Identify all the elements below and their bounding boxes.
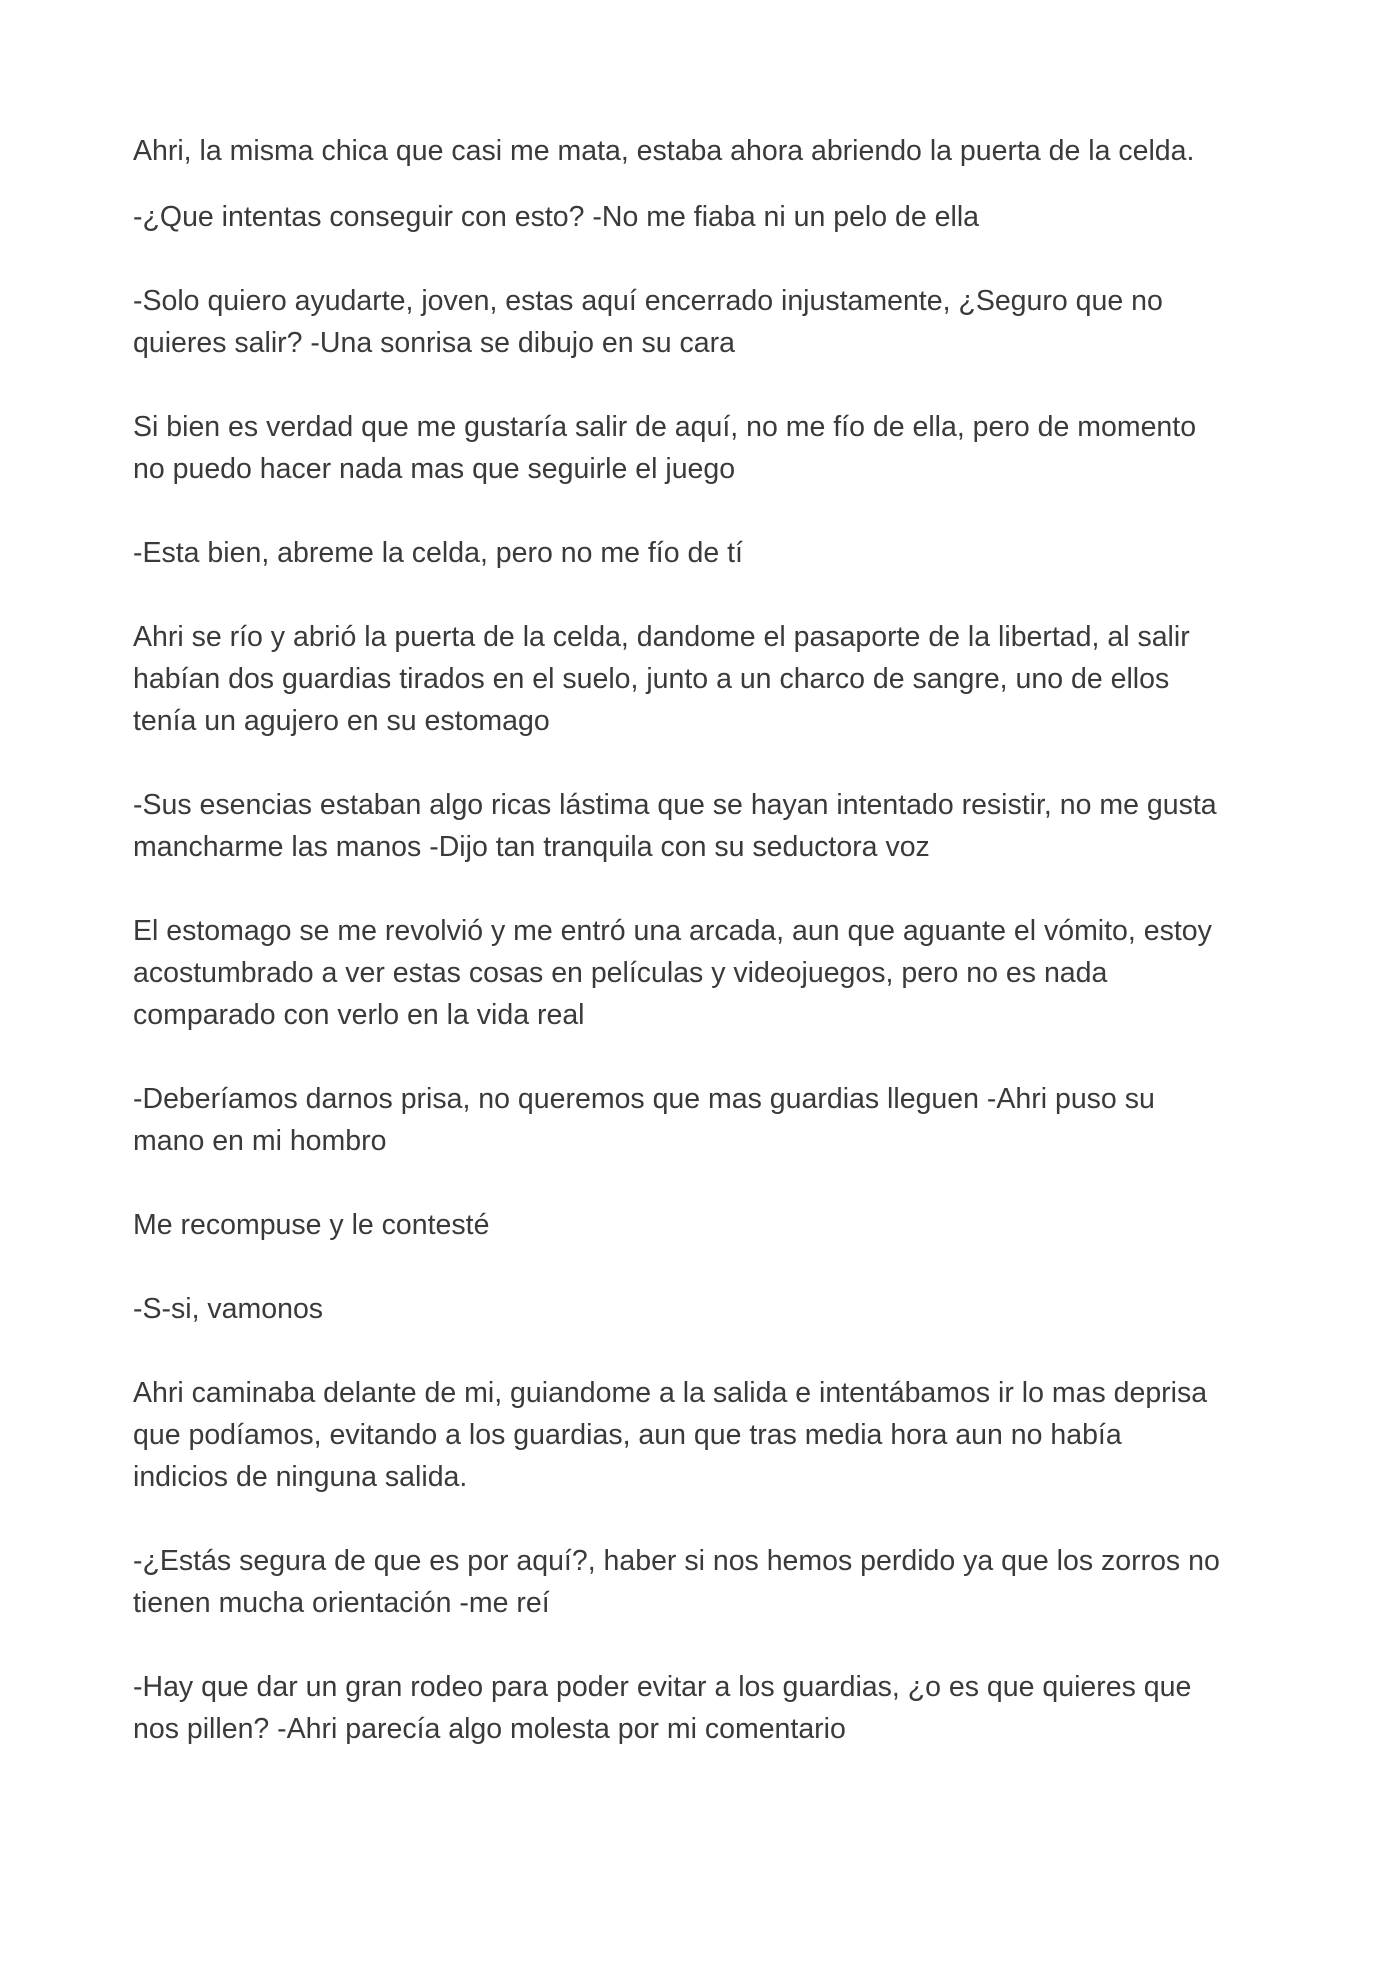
paragraph-line: indicios de ninguna salida. [133,1461,468,1493]
paragraph-2 [133,196,1273,238]
paragraph-line: -¿Estás segura de que es por aquí?, haber si nos hemos perdido ya que los zorros no [133,1545,1220,1577]
paragraph-line: Ahri se río y abrió la puerta de la celda, dandome el pasaporte de la libertad, al salir [133,621,1190,653]
paragraph-line: que podíamos, evitando a los guardias, aun que tras media hora aun no había [133,1419,1122,1451]
paragraph-line: acostumbrado a ver estas cosas en películas y videojuegos, pero no es nada [133,957,1108,989]
paragraph-line: nos pillen? -Ahri parecía algo molesta por mi comentario [133,1713,846,1745]
paragraph-8 [133,910,1273,1036]
paragraph-line: no puedo hacer nada mas que seguirle el juego [133,453,736,485]
paragraph-11 [133,1288,1273,1330]
paragraph-line: Ahri, la misma chica que casi me mata, estaba ahora abriendo la puerta de la celda. [133,135,1195,167]
paragraph-5 [133,532,1273,574]
paragraph-line: mancharme las manos -Dijo tan tranquila con su seductora voz [133,831,930,863]
paragraph-line: -Hay que dar un gran rodeo para poder evitar a los guardias, ¿o es que quieres que [133,1671,1192,1703]
paragraph-line: quieres salir? -Una sonrisa se dibujo en su cara [133,327,735,359]
paragraph-line: tienen mucha orientación -me reí [133,1587,550,1619]
paragraph-12 [133,1372,1273,1498]
paragraph-line: -¿Que intentas conseguir con esto? -No me fiaba ni un pelo de ella [133,201,979,233]
paragraph-line: -S-si, vamonos [133,1293,324,1325]
paragraph-6 [133,616,1273,742]
paragraph-line: Si bien es verdad que me gustaría salir de aquí, no me fío de ella, pero de momento [133,411,1197,443]
paragraph-line: -Solo quiero ayudarte, joven, estas aquí encerrado injustamente, ¿Seguro que no [133,285,1163,317]
paragraph-line: Ahri caminaba delante de mi, guiandome a la salida e intentábamos ir lo mas deprisa [133,1377,1208,1409]
document-body [133,130,1273,1792]
paragraph-13 [133,1540,1273,1624]
paragraph-line: -Sus esencias estaban algo ricas lástima que se hayan intentado resistir, no me gusta [133,789,1217,821]
paragraph-14 [133,1666,1273,1750]
paragraph-line: habían dos guardias tirados en el suelo, junto a un charco de sangre, uno de ellos [133,663,1170,695]
paragraph-1 [133,130,1273,172]
paragraph-7 [133,784,1273,868]
paragraph-line: mano en mi hombro [133,1125,387,1157]
paragraph-line: -Deberíamos darnos prisa, no queremos que mas guardias lleguen -Ahri puso su [133,1083,1155,1115]
paragraph-line: tenía un agujero en su estomago [133,705,550,737]
paragraph-line: El estomago se me revolvió y me entró una arcada, aun que aguante el vómito, estoy [133,915,1212,947]
paragraph-line: comparado con verlo en la vida real [133,999,585,1031]
paragraph-4 [133,406,1273,490]
paragraph-3 [133,280,1273,364]
paragraph-line: -Esta bien, abreme la celda, pero no me fío de tí [133,537,743,569]
paragraph-10 [133,1204,1273,1246]
paragraph-9 [133,1078,1273,1162]
paragraph-line: Me recompuse y le contesté [133,1209,490,1241]
